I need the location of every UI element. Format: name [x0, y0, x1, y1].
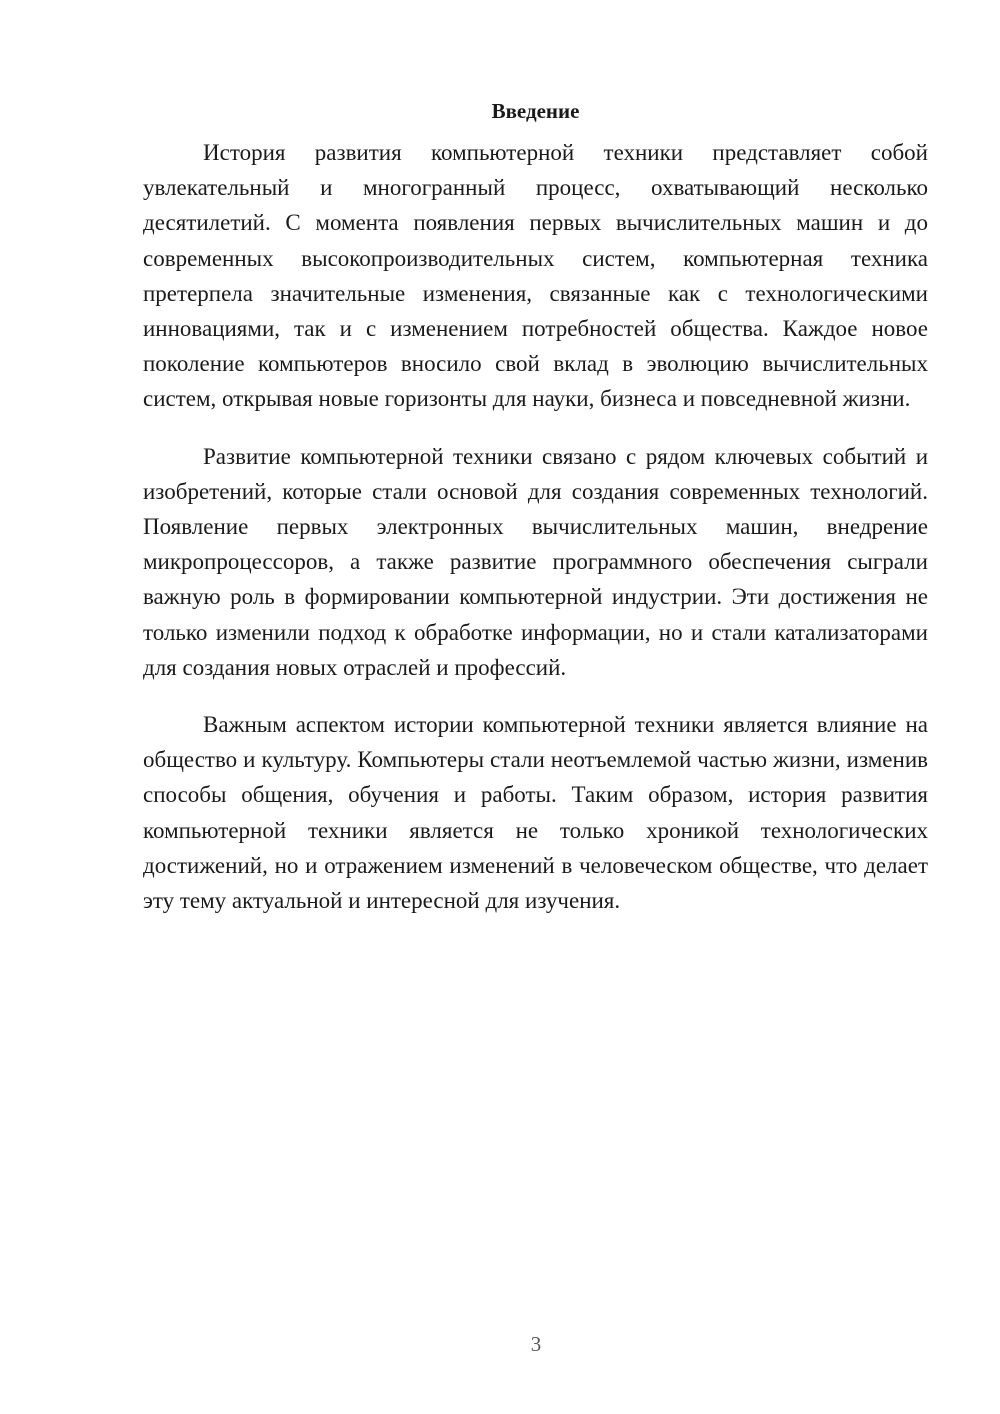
page-content — [143, 95, 928, 940]
paragraph-2: Развитие компьютерной техники связано с рядом ключевых событий и изобретений, которые стали основой для создания современных технологий. Появление первых электронных вычислительных машин, внедрение микропроцессоров, а также развитие программного обеспечения сыграли важную роль в формировании компьютерной индустрии. Эти достижения не только изменили подход к обработке информации, но и стали катализаторами для создания новых отраслей и профессий. — [143, 443, 928, 680]
section-heading: Введение — [491, 99, 580, 123]
paragraph-1: История развития компьютерной техники представляет собой увлекательный и многогранный процесс, охватывающий несколько десятилетий. С момента появления первых вычислительных машин и до современных высокопроизводительных систем, компьютерная техника претерпела значительные изменения, связанные как с технологическими инновациями, так и с изменением потребностей общества. Каждое новое поколение компьютеров вносило свой вклад в эволюцию вычислительных систем, открывая новые горизонты для науки, бизнеса и повседневной жизни. — [143, 140, 928, 412]
paragraph-3: Важным аспектом истории компьютерной техники является влияние на общество и культуру. Компьютеры стали неотъемлемой частью жизни, изменив способы общения, обучения и работы. Таким образом, история развития компьютерной техники является не только хроникой технологических достижений, но и отражением изменений в человеческом обществе, что делает эту тему актуальной и интересной для изучения. — [143, 712, 928, 914]
page-number: 3 — [530, 1332, 542, 1356]
